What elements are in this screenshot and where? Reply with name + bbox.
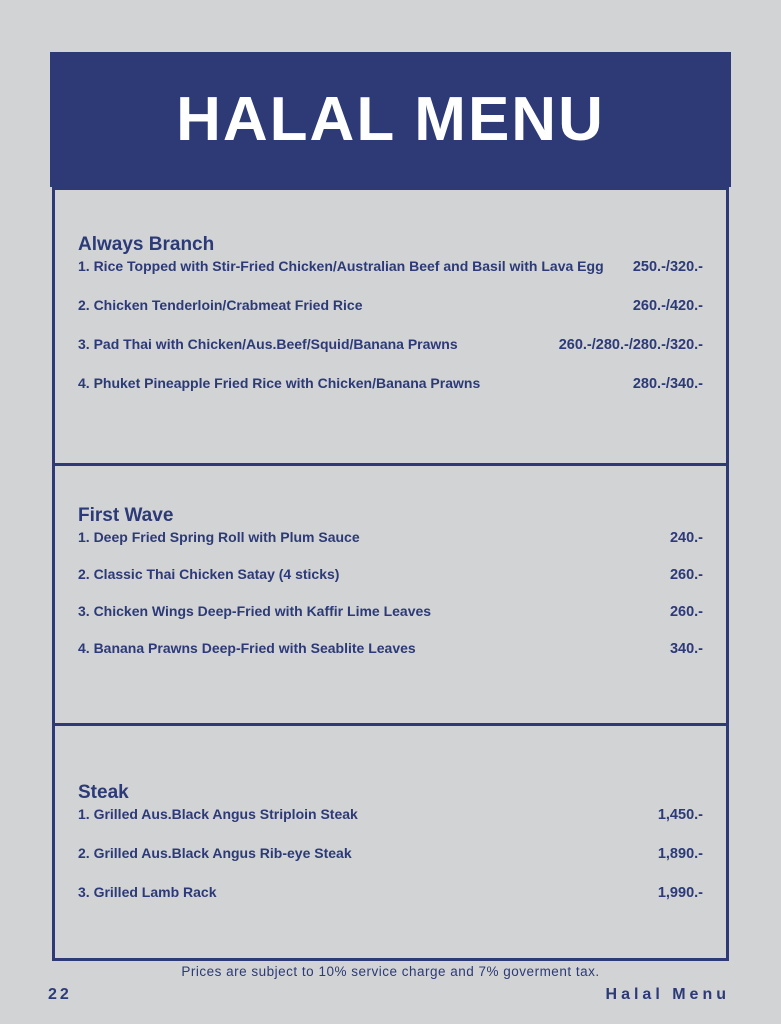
menu-item-price: 260.-/280.-/280.-/320.- (558, 337, 703, 353)
menu-item-name: 4. Banana Prawns Deep-Fried with Seablite Leaves (78, 640, 416, 656)
menu-item-name: 3. Pad Thai with Chicken/Aus.Beef/Squid/Banana Prawns (78, 336, 458, 352)
menu-item-row (78, 844, 703, 863)
menu-item-name: 3. Grilled Lamb Rack (78, 884, 217, 900)
menu-item-price: 250.-/320.- (632, 259, 703, 275)
menu-section-always-branch (55, 190, 726, 463)
menu-item-row (78, 565, 703, 584)
menu-item-row (78, 296, 703, 315)
menu-item-name: 4. Phuket Pineapple Fried Rice with Chicken/Banana Prawns (78, 375, 481, 391)
menu-section-first-wave (55, 463, 726, 723)
menu-item-price: 240.- (669, 530, 703, 546)
menu-item-name: 3. Chicken Wings Deep-Fried with Kaffir Lime Leaves (78, 603, 432, 619)
menu-item-price: 260.- (669, 567, 703, 583)
menu-item-price: 280.-/340.- (632, 376, 703, 392)
menu-item-row (78, 257, 703, 276)
menu-item-row (78, 602, 703, 621)
section-title: Always Branch (78, 234, 215, 255)
menu-section-steak (55, 723, 726, 958)
menu-item-name: 2. Grilled Aus.Black Angus Rib-eye Steak (78, 845, 352, 861)
menu-item-price: 260.- (669, 604, 703, 620)
menu-item-name: 1. Rice Topped with Stir-Fried Chicken/Australian Beef and Basil with Lava Egg (78, 258, 604, 274)
menu-box (52, 187, 729, 961)
menu-item-row (78, 335, 703, 354)
menu-item-name: 2. Chicken Tenderloin/Crabmeat Fried Rice (78, 297, 363, 313)
menu-item-price: 260.-/420.- (632, 298, 703, 314)
menu-item-name: 1. Grilled Aus.Black Angus Striploin Steak (78, 806, 358, 822)
header-band (50, 52, 731, 187)
menu-item-price: 1,890.- (657, 846, 703, 862)
menu-item-name: 1. Deep Fried Spring Roll with Plum Sauce (78, 529, 360, 545)
menu-item-price: 1,990.- (657, 885, 703, 901)
menu-item-price: 1,450.- (657, 807, 703, 823)
menu-item-name: 2. Classic Thai Chicken Satay (4 sticks) (78, 566, 340, 582)
footer-note: Prices are subject to 10% service charge and 7% goverment tax. (181, 964, 600, 979)
menu-item-row (78, 528, 703, 547)
footer-label: Halal Menu (605, 986, 730, 1003)
menu-item-row (78, 639, 703, 658)
menu-item-row (78, 805, 703, 824)
page-title: HALAL MENU (176, 85, 605, 154)
page-number: 22 (48, 986, 72, 1003)
menu-item-price: 340.- (669, 641, 703, 657)
menu-item-row (78, 374, 703, 393)
menu-item-row (78, 883, 703, 902)
section-title: First Wave (78, 505, 174, 526)
section-title: Steak (78, 782, 129, 803)
